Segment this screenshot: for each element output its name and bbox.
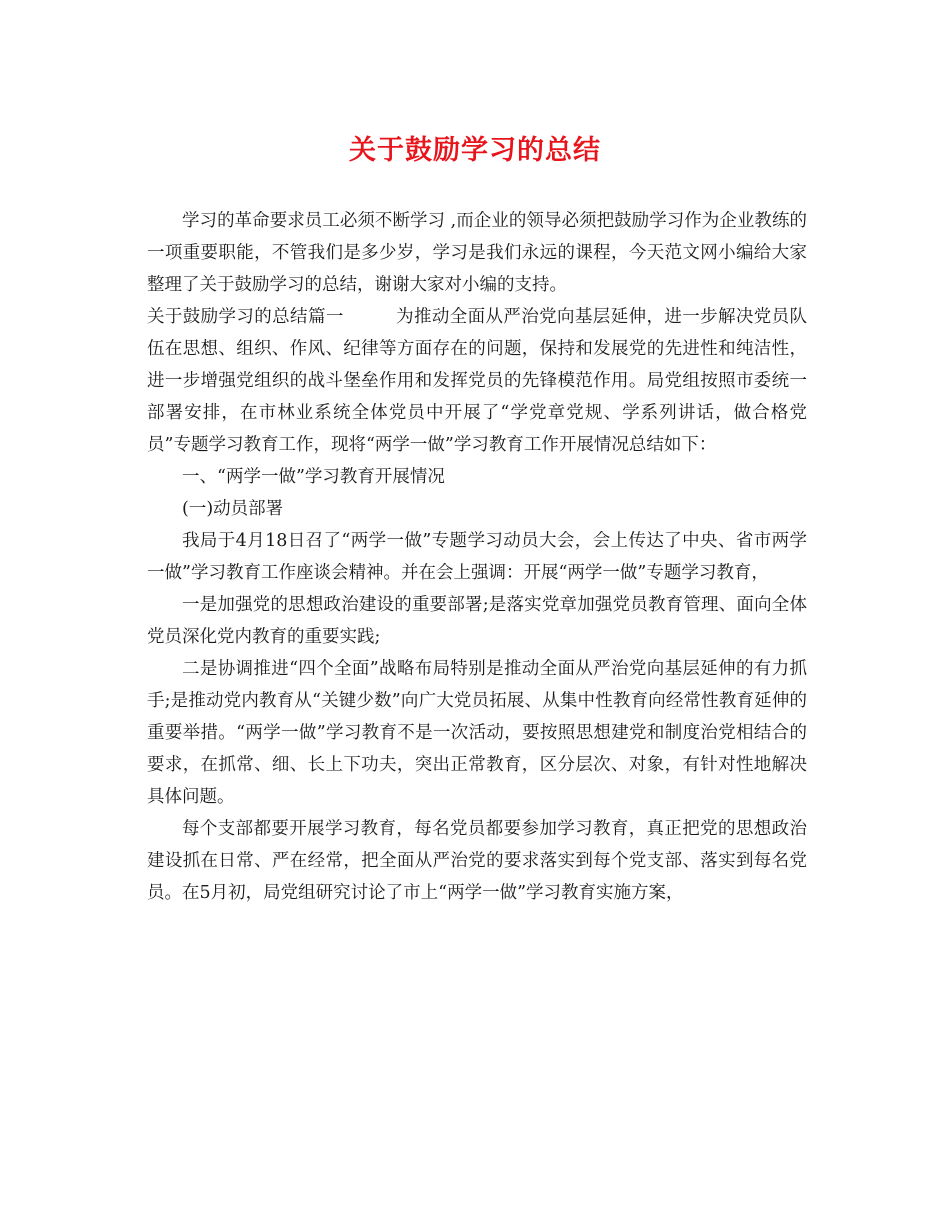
heading-level-2: (一)动员部署	[182, 499, 284, 519]
section-paragraph	[147, 301, 807, 461]
paragraph-1: 我局于4月18日召了“两学一做”专题学习动员大会，会上传达了中央、省市两学一做”学习教育工作座谈会精神。并在会上强调：开展“两学一做”专题学习教育，	[147, 531, 807, 583]
heading-level-1: 一、“两学一做”学习教育开展情况	[182, 467, 445, 487]
paragraph-3: 二是协调推进“四个全面”战略布局特别是推动全面从严治党向基层延伸的有力抓手;是推动党内教育从“关键少数”向广大党员拓展、从集中性教育向经常性教育延伸的重要举措。“两学一做”学习教育不是一次活动，要按照思想建党和制度治党相结合的要求，在抓常、细、长上下功夫，突出正常教育，区分层次、对象，有针对性地解决具体问题。	[147, 659, 807, 807]
section-label: 关于鼓励学习的总结篇一	[147, 307, 344, 327]
paragraph-4: 每个支部都要开展学习教育，每名党员都要参加学习教育，真正把党的思想政治建设抓在日常、严在经常，把全面从严治党的要求落实到每个党支部、落实到每名党员。在5月初，局党组研究讨论了市上“两学一做”学习教育实施方案，	[147, 819, 807, 903]
document-title: 关于鼓励学习的总结	[349, 135, 601, 166]
intro-paragraph: 学习的革命要求员工必须不断学习 ,而企业的领导必须把鼓励学习作为企业教练的一项重要职能，不管我们是多少岁，学习是我们永远的课程，今天范文网小编给大家整理了关于鼓励学习的总结，谢谢大家对小编的支持。	[147, 211, 807, 295]
section-text: 为推动全面从严治党向基层延伸，进一步解决党员队伍在思想、组织、作风、纪律等方面存在的问题，保持和发展党的先进性和纯洁性，进一步增强党组织的战斗堡垒作用和发挥党员的先锋模范作用。局党组按照市委统一部署安排，在市林业系统全体党员中开展了“学党章党规、学系列讲话，做合格党员”专题学习教育工作，现将“两学一做”学习教育工作开展情况总结如下：	[147, 307, 808, 455]
paragraph-2: 一是加强党的思想政治建设的重要部署;是落实党章加强党员教育管理、面向全体党员深化党内教育的重要实践;	[147, 595, 807, 647]
document-body	[147, 205, 807, 909]
